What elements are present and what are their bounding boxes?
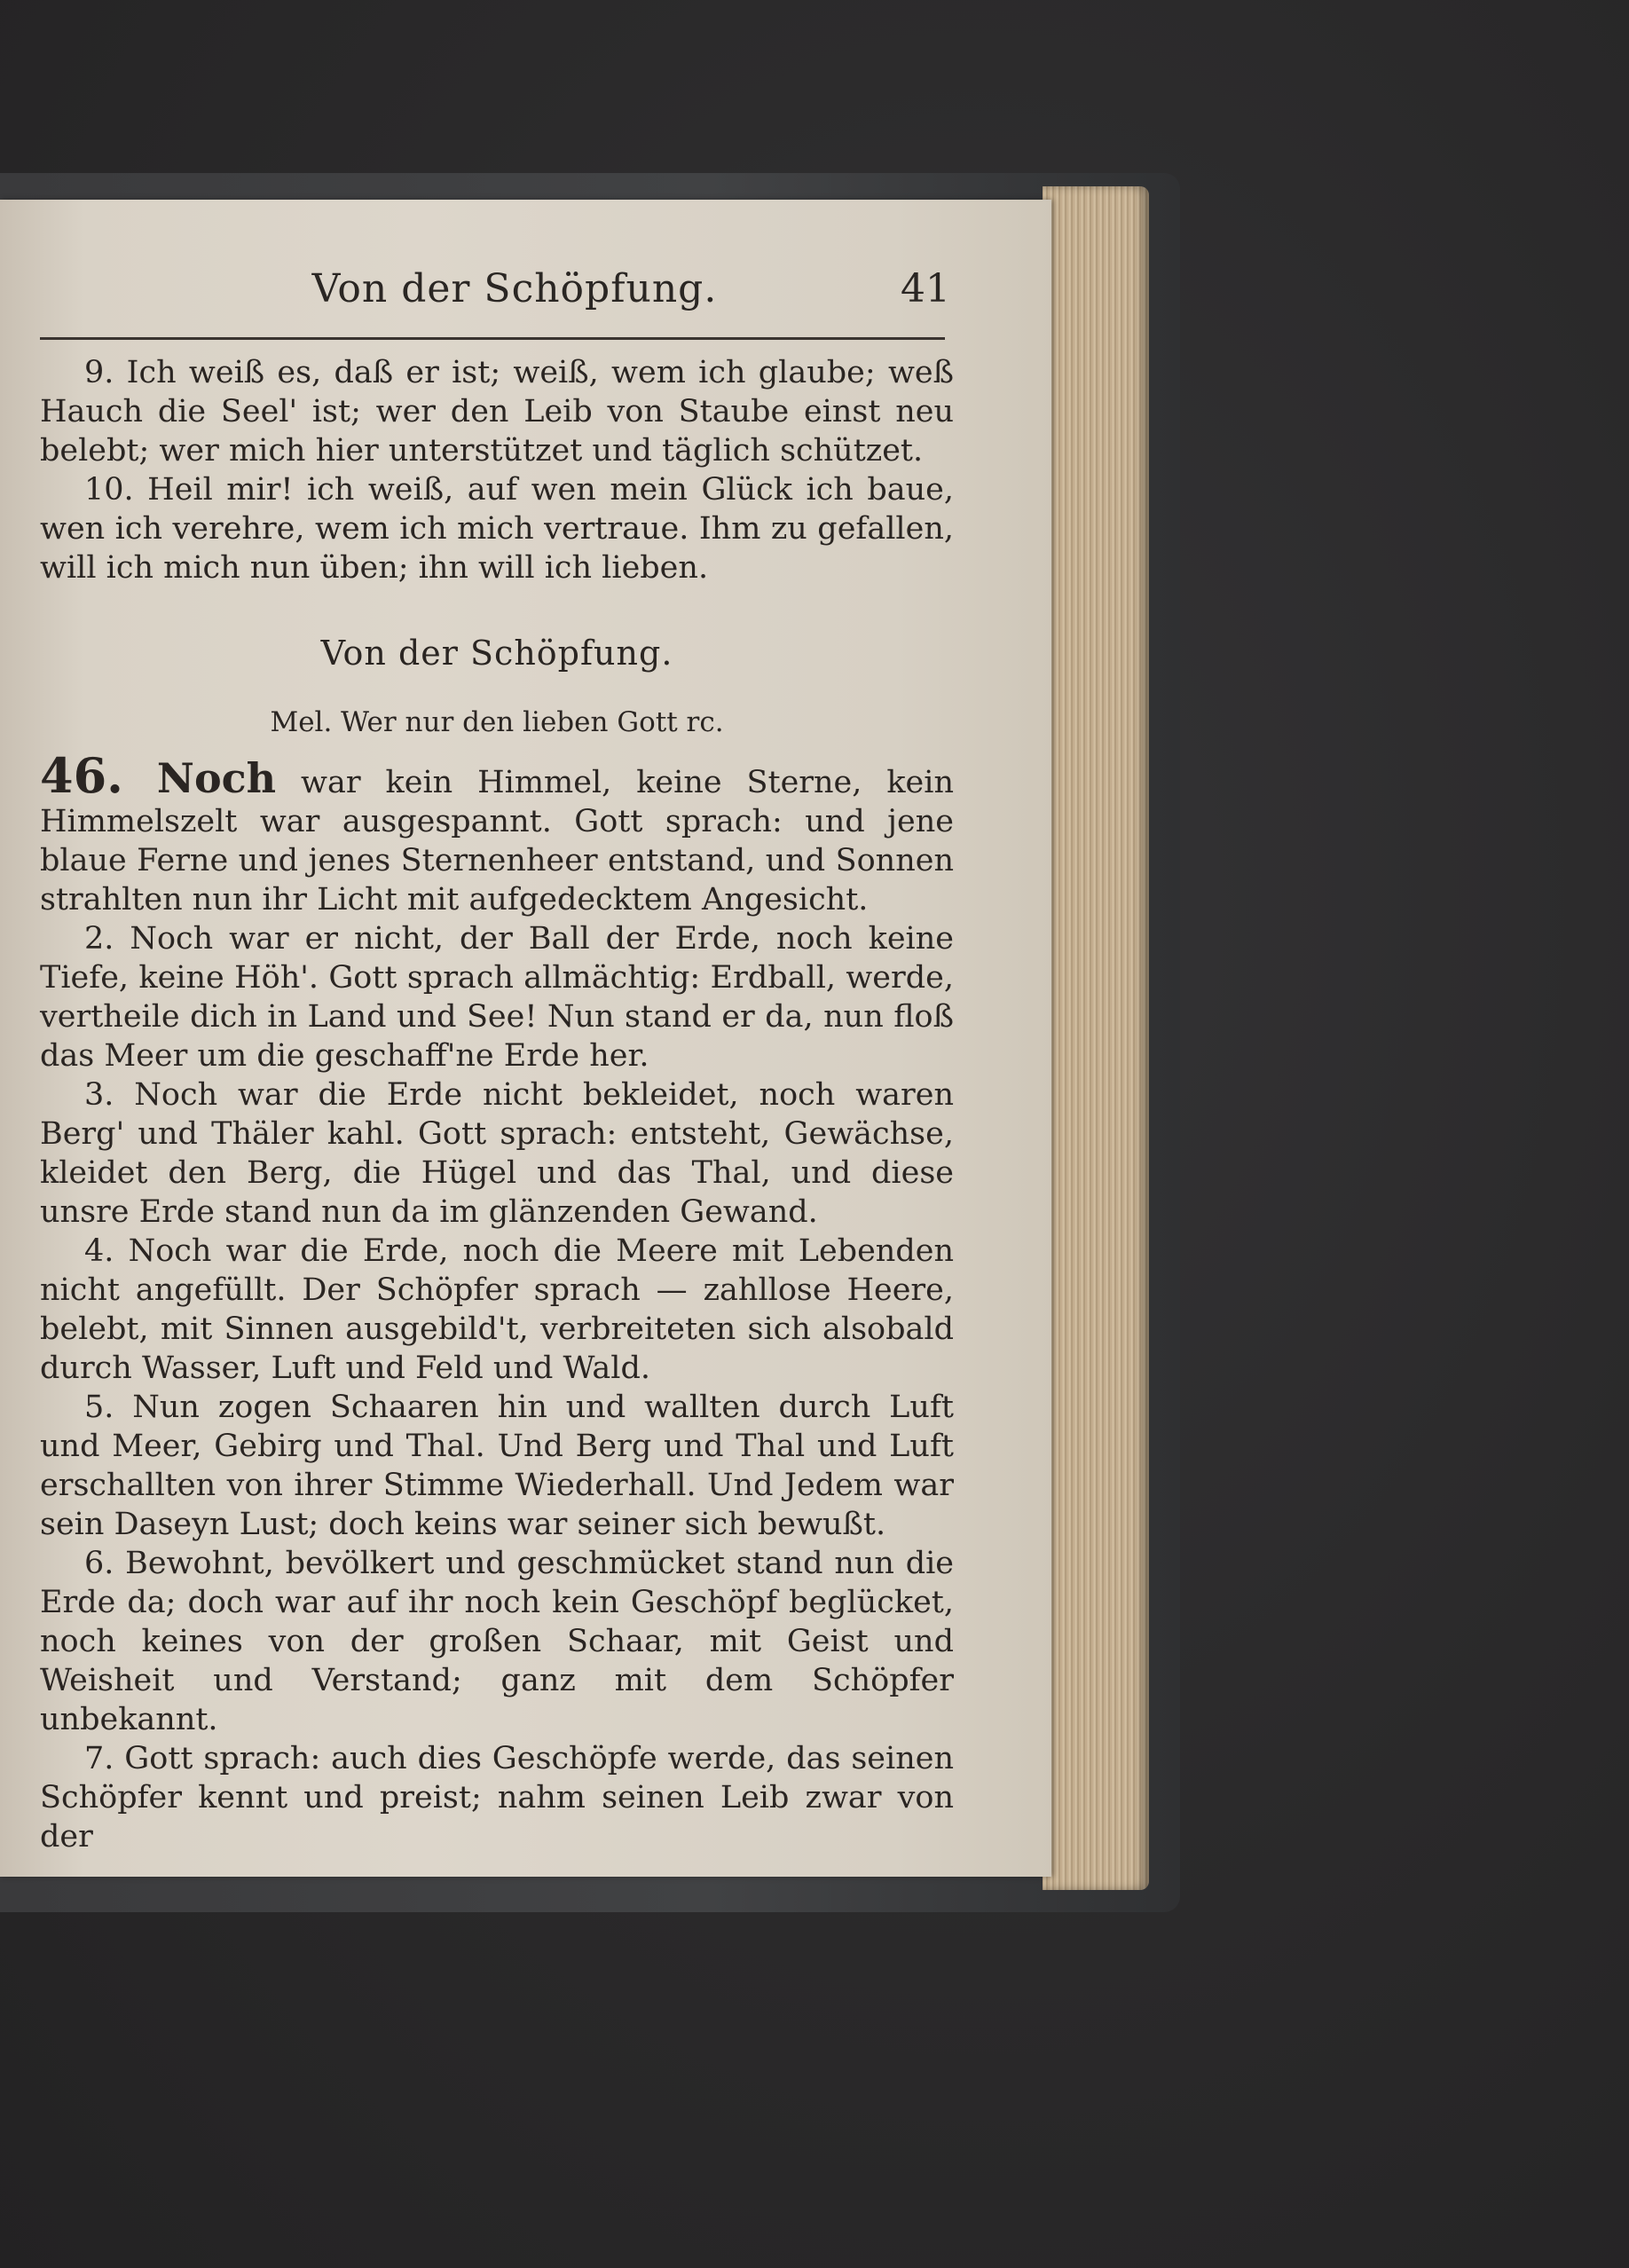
stanza-10: 10. Heil mir! ich weiß, auf wen mein Glück ich baue, wen ich verehre, wem ich mich vertraue. Ihm zu gefallen, will ich mich nun üben; ihn will ich lieben.	[40, 472, 954, 586]
hymn-46-stanza-1	[40, 747, 954, 919]
page-number: 41	[901, 266, 950, 311]
hymn-46-stanza-2: 2. Noch war er nicht, der Ball der Erde, noch keine Tiefe, keine Höh'. Gott sprach allmächtig: Erdball, werde, vertheile dich in Land und See! Nun stand er da, nun floß das Meer um die geschaff'ne Erde her.	[40, 921, 954, 1074]
page-header	[0, 266, 958, 328]
hymn-number: 46.	[40, 747, 123, 804]
hymn-first-word: Noch	[156, 754, 277, 802]
hymn-46-stanza-4: 4. Noch war die Erde, noch die Meere mit Lebenden nicht angefüllt. Der Schöpfer sprach — zahllose Heere, belebt, mit Sinnen ausgebild't, verbreiteten sich alsobald durch Wasser, Luft und Feld und Wald.	[40, 1233, 954, 1386]
stanza-9: 9. Ich weiß es, daß er ist; weiß, wem ich glaube; weß Hauch die Seel' ist; wer den Leib von Staube einst neu belebt; wer mich hier unterstützet und täglich schützet.	[40, 355, 954, 469]
header-rule	[40, 337, 945, 340]
section-heading: Von der Schöpfung.	[320, 634, 673, 673]
hymn-first-stanza-text: war kein Himmel, keine Sterne, kein Himmelszelt war ausgespannt. Gott sprach: und jene blaue Ferne und jenes Sternenheer entstand, und Sonnen strahlten nun ihr Licht mit aufgedecktem Angesicht.	[40, 765, 954, 917]
hymn-46-stanza-6: 6. Bewohnt, bevölkert und geschmücket stand nun die Erde da; doch war auf ihr noch kein Geschöpf beglücket, noch keines von der großen Schaar, mit Geist und Weisheit und Verstand; ganz mit dem Schöpfer unbekannt.	[40, 1546, 954, 1737]
hymn-46-stanza-5: 5. Nun zogen Schaaren hin und wallten durch Luft und Meer, Gebirg und Thal. Und Berg und Thal und Luft erschallten von ihrer Stimme Wiederhall. Und Jedem war sein Daseyn Lust; doch keins war seiner sich bewußt.	[40, 1390, 954, 1542]
page-edges	[1043, 186, 1149, 1890]
melody-line: Mel. Wer nur den lieben Gott rc.	[270, 706, 724, 738]
text-block	[40, 353, 954, 1856]
hymn-46-stanza-3: 3. Noch war die Erde nicht bekleidet, noch waren Berg' und Thäler kahl. Gott sprach: entsteht, Gewächse, kleidet den Berg, die Hügel und das Thal, und diese unsre Erde stand nun da im glänzenden Gewand.	[40, 1077, 954, 1230]
hymn-46-stanza-7: 7. Gott sprach: auch dies Geschöpfe werde, das seinen Schöpfer kennt und preist; nahm seinen Leib zwar von der	[40, 1741, 954, 1855]
running-title: Von der Schöpfung.	[311, 266, 718, 311]
